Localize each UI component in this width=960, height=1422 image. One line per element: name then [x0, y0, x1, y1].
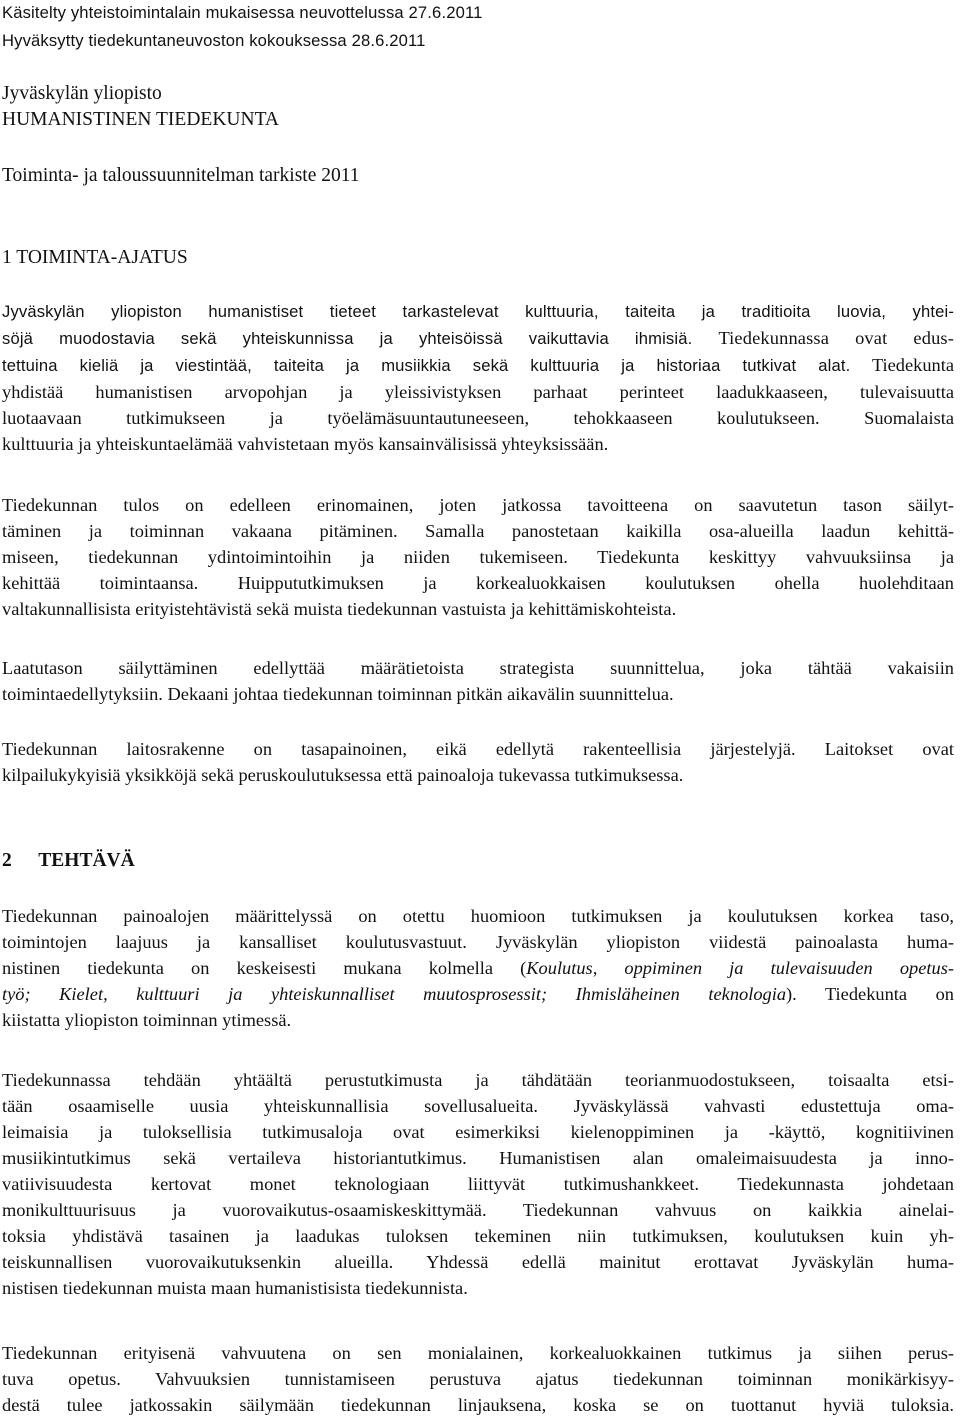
section1-paragraph2: [2, 492, 954, 622]
text-line: destä tulee jatkossakin säilymään tiedekunnan linjauksena, koska se on tuottanut hyviä tuloksia.: [2, 1395, 954, 1415]
text-line: Tiedekunnan erityisenä vahvuutena on sen monialainen, korkealuokkainen tutkimus ja siihen perus-: [2, 1343, 954, 1363]
section2-heading-text: [2, 848, 135, 874]
text-segment: Tiedekunta: [871, 355, 955, 375]
title-text: Toiminta- ja taloussuunnitelman tarkiste 2011: [2, 165, 360, 186]
text-line: valtakunnallisista erityistehtävistä sekä muista tiedekunnan vastuista ja kehittämiskohteista.: [2, 599, 677, 619]
document-header: [2, 0, 482, 54]
text-line: täminen ja toiminnan vakaana pitäminen. Samalla panostetaan kaikilla osa-alueilla laadun kehittä-: [2, 521, 954, 541]
text-line: Tiedekunnan laitosrakenne on tasapainoinen, eikä edellytä rakenteellisia järjestelyjä. Laitokset ovat: [2, 739, 954, 759]
text-line: Laatutason säilyttäminen edellyttää määrätietoista strategista suunnittelua, joka tähtää vakaisiin: [2, 658, 954, 678]
text-line: tuva opetus. Vahvuuksien tunnistamiseen perustuva ajatus tiedekunnan toiminnan monikärkisyy-: [2, 1369, 954, 1389]
text-line: [2, 325, 954, 352]
text-line: musiikintutkimus sekä vertaileva historiantutkimus. Humanistisen alan omaleimaisuudesta ja inno-: [2, 1148, 954, 1168]
text-line: Tiedekunnan painoalojen määrittelyssä on otettu huomioon tutkimuksen ja koulutuksen korkea taso,: [2, 906, 954, 926]
section2-heading: [2, 848, 135, 874]
section2-paragraph2: [2, 1067, 954, 1301]
approval-note: Hyväksytty tiedekuntaneuvoston kokouksessa 28.6.2011: [2, 31, 426, 50]
text-line: yhdistää humanistisen arvopohjan ja yleissivistyksen parhaat perinteet laadukkaaseen, tulevaisuutta: [2, 382, 954, 402]
text-line: kilpailukykyisiä yksikköjä sekä peruskoulutuksessa että painoaloja tukevassa tutkimuksessa.: [2, 765, 684, 785]
section1-heading-text: 1 TOIMINTA-AJATUS: [2, 247, 188, 268]
document-title: [2, 163, 360, 189]
text-line: vatiivisuudesta kertovat monet teknologiaan liittyvät tutkimushankkeet. Tiedekunnasta johdetaan: [2, 1174, 954, 1194]
italic-segment: työ; Kielet, kulttuuri ja yhteiskunnalliset muutosprosessit; Ihmisläheinen teknologia: [2, 984, 787, 1004]
negotiation-note: Käsitelty yhteistoimintalain mukaisessa neuvottelussa 27.6.2011: [2, 3, 483, 22]
section2-paragraph1: [2, 903, 954, 1033]
text-line: luotaavaan tutkimukseen ja työelämäsuuntautuneeseen, tehokkaaseen koulutukseen. Suomalaista: [2, 408, 954, 428]
text-line: miseen, tiedekunnan ydintoimintoihin ja niiden tukemiseen. Tiedekunta keskittyy vahvuuksiinsa ja: [2, 547, 954, 567]
section1-paragraph1: [2, 299, 954, 457]
text-line: nistisen tiedekunnan muista maan humanistisista tiedekunnista.: [2, 1278, 468, 1298]
text-line: Tiedekunnan tulos on edelleen erinomainen, joten jatkossa tavoitteena on saavutetun tason säilyt-: [2, 495, 954, 515]
text-line: teiskunnallisen vuorovaikutuksenkin alueilla. Yhdessä edellä mainitut erottavat Jyväskylän huma-: [2, 1252, 954, 1272]
text-segment: Tiedekunnassa ovat edus-: [718, 328, 954, 348]
text-line: monikulttuurisuus ja vuorovaikutus-osaamiskeskittymää. Tiedekunnan vahvuus on kaikkia ainelai-: [2, 1200, 954, 1220]
text-line: [2, 955, 954, 981]
faculty-name: HUMANISTINEN TIEDEKUNTA: [2, 109, 279, 130]
text-line: toimintojen laajuus ja kansalliset koulutusvastuut. Jyväskylän yliopiston viidestä painoalasta huma-: [2, 932, 954, 952]
text-line: Tiedekunnassa tehdään yhtäältä perustutkimusta ja tähdätään teorianmuodostukseen, toisaalta etsi-: [2, 1070, 954, 1090]
university-name: Jyväskylän yliopisto: [2, 83, 162, 104]
text-segment: tettuina kieliä ja viestintää, taiteita ja musiikkia sekä kulttuuria ja historiaa tutkivat alat.: [2, 356, 851, 375]
text-segment: nistinen tiedekunta on keskeisesti mukana kolmella (: [2, 958, 527, 978]
text-line: toimintaedellytyksiin. Dekaani johtaa tiedekunnan toiminnan pitkän aikavälin suunnittelua.: [2, 684, 674, 704]
text-line: tään osaamiselle uusia yhteiskunnallisia sovellusalueita. Jyväskylässä vahvasti edustettuja oma-: [2, 1096, 954, 1116]
italic-segment: Koulutus, oppiminen ja tulevaisuuden opetus-: [526, 958, 954, 978]
heading-text: 2 TEHTÄVÄ: [2, 850, 135, 871]
text-line: [2, 981, 954, 1007]
institution-block: [2, 81, 279, 133]
text-line: kulttuuria ja yhteiskuntaelämää vahvistetaan myös kansainvälisissä yhteyksissään.: [2, 434, 609, 454]
text-line: kiistatta yliopiston toiminnan ytimessä.: [2, 1010, 292, 1030]
section1-paragraph4: [2, 736, 954, 788]
text-line: Jyväskylän yliopiston humanistiset tieteet tarkastelevat kulttuuria, taiteita ja traditioita luovia, yhtei-: [2, 302, 954, 321]
text-line: kehittää toimintaansa. Huippututkimuksen ja korkealuokkaisen koulutuksen ohella huolehditaan: [2, 573, 954, 593]
section1-heading: [2, 245, 188, 271]
text-line: [2, 352, 954, 379]
text-segment: söjä muodostavia sekä yhteiskunnissa ja yhteisöissä vaikuttavia ihmisiä.: [2, 329, 693, 348]
section2-paragraph3: [2, 1340, 954, 1418]
text-segment: ). Tiedekunta on: [786, 984, 954, 1004]
section1-paragraph3: [2, 655, 954, 707]
text-line: toksia yhdistävä tasainen ja laadukas tuloksen tekeminen niin tutkimuksen, koulutuksen kuin yh-: [2, 1226, 954, 1246]
text-line: leimaisia ja tuloksellisia tutkimusaloja ovat esimerkiksi kielenoppiminen ja -käyttö, kognitiivinen: [2, 1122, 954, 1142]
